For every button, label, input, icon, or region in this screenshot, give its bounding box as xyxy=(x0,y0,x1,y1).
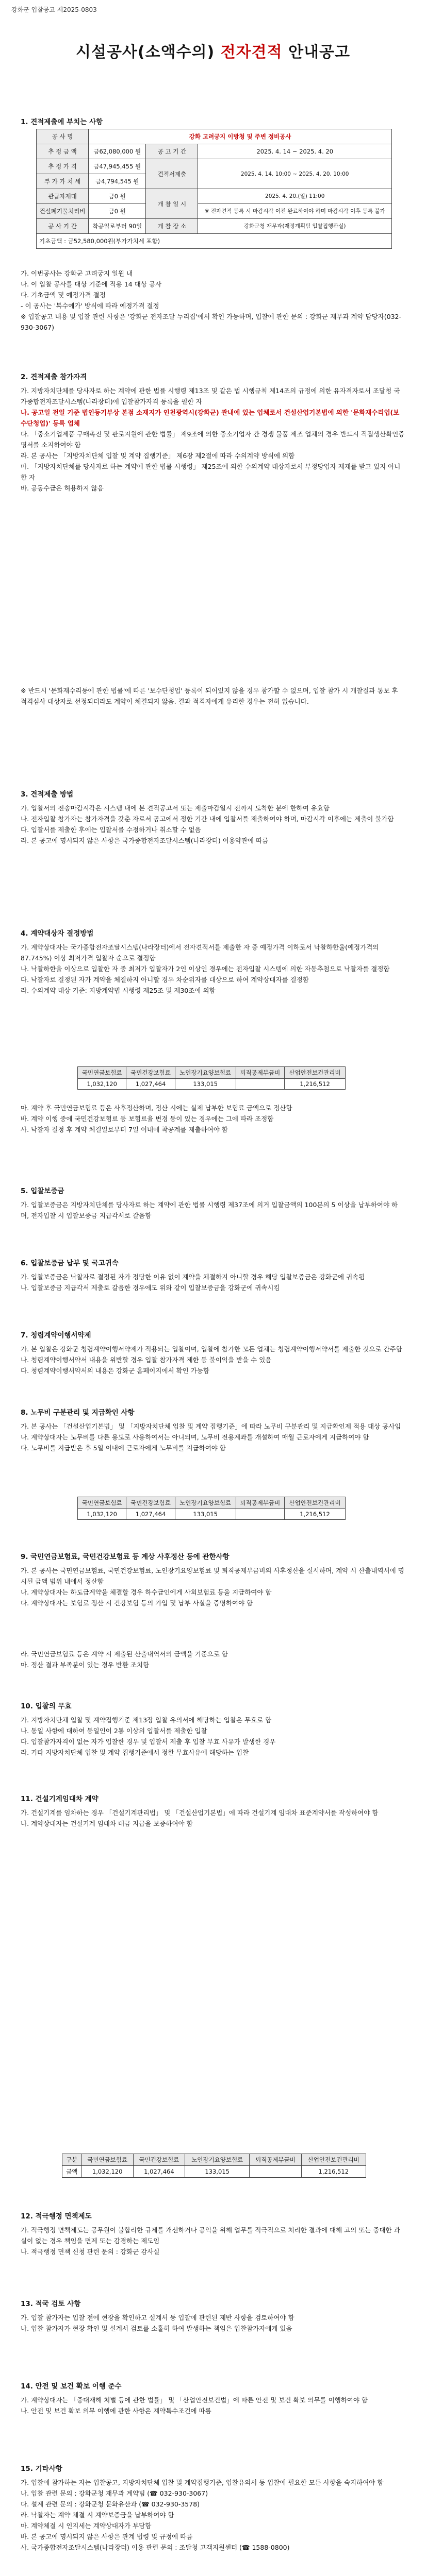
title-highlight: 전자견적 xyxy=(220,43,283,61)
insurance-table-1 xyxy=(77,1066,346,1090)
overview-label: 관급자재대 xyxy=(37,189,89,204)
section-6-body xyxy=(21,1272,405,1293)
list-item: 다. 기초금액 및 예정가격 결정 xyxy=(21,291,106,299)
section-8-body xyxy=(21,1421,405,1453)
list-item: 나. 입찰보증금 지급각서 제출로 갈음한 경우에도 위와 같이 입찰보증금을 강화군에 귀속시킴 xyxy=(21,1284,280,1292)
insurance-table-3 xyxy=(62,2154,366,2178)
table-cell: 1,032,120 xyxy=(78,1509,126,1520)
column-header: 노인장기요양보험료 xyxy=(175,1497,236,1509)
table-row xyxy=(37,189,392,204)
section-3-body xyxy=(21,803,405,846)
section-heading-7: 7. 청렴계약이행서약제 xyxy=(21,1331,91,1340)
list-item: 다. 입찰참가자격이 없는 자가 입찰한 경우 및 입찰서 제출 후 입찰 무효 사유가 발생한 경우 xyxy=(21,1738,276,1745)
table-row xyxy=(78,1067,346,1079)
list-item: 마. 정산 결과 부족분이 있는 경우 반환 조치함 xyxy=(21,1661,150,1669)
list-item: 라. 국민연금보험료 등은 계약 시 제출된 산출내역서의 금액을 기준으로 함 xyxy=(21,1650,228,1658)
list-item: 나. 전자입찰 참가자는 참가자격을 갖춘 자로서 공고에서 정한 기간 내에 입찰서를 제출하여야 하며, 마감시각 이후에는 제출이 불가함 xyxy=(21,815,394,823)
overview-label: 추 정 가 격 xyxy=(37,159,89,174)
section-heading-11: 11. 건설기계임대차 계약 xyxy=(21,1795,99,1803)
overview-label: 공 고 기 간 xyxy=(146,144,198,159)
list-item: 나. 계약상대자는 하도급계약을 체결할 경우 하수급인에게 사회보험료 등을 지급하여야 함 xyxy=(21,1588,272,1596)
list-item: 나. 안전 및 보건 확보 의무 이행에 관한 사항은 계약특수조건에 따름 xyxy=(21,2407,211,2415)
overview-value: 금0 원 xyxy=(89,189,146,204)
table-cell: 1,027,464 xyxy=(126,1509,175,1520)
table-row xyxy=(37,234,392,249)
overview-value: 금4,794,545 원 xyxy=(89,174,146,189)
column-header: 노인장기요양보험료 xyxy=(175,1067,236,1079)
column-header: 퇴직공제부금비 xyxy=(236,1497,284,1509)
page-title xyxy=(0,39,426,62)
section-heading-8: 8. 노무비 구분관리 및 지급확인 사항 xyxy=(21,1409,135,1417)
table-cell: 1,216,512 xyxy=(285,1509,346,1520)
column-header: 국민건강보험료 xyxy=(126,1067,175,1079)
list-item: - 이 공사는 '복수예가' 방식에 따라 예정가격 결정 xyxy=(21,302,159,310)
table-row xyxy=(78,1509,346,1520)
list-item: 라. 기타 지방자치단체 입찰 및 계약 집행기준에서 정한 무효사유에 해당하는 입찰 xyxy=(21,1749,249,1756)
section-13-body xyxy=(21,2312,405,2334)
table-cell: 1,032,120 xyxy=(78,1079,126,1090)
section-heading-4: 4. 계약대상자 결정방법 xyxy=(21,929,94,938)
table-row xyxy=(37,144,392,159)
section-heading-12: 12. 적극행정 면책제도 xyxy=(21,2212,92,2221)
overview-value: 금47,945,455 원 xyxy=(89,159,146,174)
list-item: 나. 낙찰하한율 이상으로 입찰한 자 중 최저가 입찰자가 2인 이상인 경우에는 전자입찰 시스템에 의한 자동추첨으로 낙찰자를 결정함 xyxy=(21,965,390,973)
list-item: 다. 설계 관련 문의 : 강화군청 문화유산과 (☎ 032-930-3578) xyxy=(21,2500,200,2508)
title-suffix: 안내공고 xyxy=(282,43,350,61)
table-row xyxy=(78,1497,346,1509)
notice-number: 강화군 입찰공고 제2025-0803 xyxy=(11,6,97,13)
table-cell: 133,015 xyxy=(175,1509,236,1520)
list-item: 바. 공동수급은 허용하지 않음 xyxy=(21,484,104,492)
column-header: 산업안전보건관리비 xyxy=(285,1067,346,1079)
list-item: 사. 국가종합전자조달시스템(나라장터) 이용 관련 문의 : 조달청 고객지원센터 (☎ 1588-0800) xyxy=(21,2544,290,2551)
list-item: 가. 이번공사는 강화군 고려궁지 일원 내 xyxy=(21,269,133,277)
table-cell xyxy=(236,1079,284,1090)
list-item: 가. 입찰보증금은 낙찰자로 결정된 자가 정당한 이유 없이 계약을 체결하지 아니할 경우 해당 입찰보증금은 강화군에 귀속됨 xyxy=(21,1273,365,1281)
section-heading-9: 9. 국민연금보험료, 국민건강보험료 등 계상 사후정산 등에 관한사항 xyxy=(21,1553,230,1561)
list-item: 가. 본 공사는 「건설산업기본법」 및 「지방자치단체 입찰 및 계약 집행기준」에 따라 노무비 구분관리 및 지급확인제 적용 대상 공사임 xyxy=(21,1422,401,1430)
overview-value: 착공일로부터 90일 xyxy=(89,219,146,234)
table-cell xyxy=(236,1509,284,1520)
overview-label: 개 찰 장 소 xyxy=(146,219,198,234)
list-item: 마. 계약체결 시 인지세는 계약상대자가 부담함 xyxy=(21,2522,152,2530)
column-header: 국민건강보험료 xyxy=(133,2154,185,2166)
list-item: 가. 입찰 참가자는 입찰 전에 현장을 확인하고 설계서 등 입찰에 관련된 제반 사항을 검토하여야 함 xyxy=(21,2314,294,2321)
section-4-body xyxy=(21,942,405,996)
section-7-body xyxy=(21,1344,405,1376)
list-item: 가. 본 공사는 국민연금보험료, 국민건강보험료, 노인장기요양보험료 및 퇴직공제부금비의 사후정산을 실시하며, 계약 시 산출내역서에 명시된 금액 범위 내에서 정산함 xyxy=(21,1567,404,1585)
list-item: 바. 계약 이행 중에 국민건강보험료 등 보험료율 변경 등이 있는 경우에는 그에 따라 조정함 xyxy=(21,1115,274,1123)
overview-value: 강화군청 재무과(재정계획팀 입찰집행관실) xyxy=(198,219,392,234)
list-item: 사. 낙찰자 결정 후 계약 체결일로부터 7일 이내에 착공계를 제출하여야 함 xyxy=(21,1126,228,1133)
overview-value: 2025. 4. 20.(일) 11:00 xyxy=(198,189,392,204)
overview-value: 금0 원 xyxy=(89,204,146,219)
table-row xyxy=(78,1079,346,1090)
list-item: 가. 계약상대자는 「중대재해 처벌 등에 관한 법률」 및 「산업안전보건법」에 따른 안전 및 보건 확보 의무를 이행하여야 함 xyxy=(21,2396,368,2404)
table-cell: 1,216,512 xyxy=(285,1079,346,1090)
column-header: 구분 xyxy=(62,2154,82,2166)
list-item: 마. 계약 후 국민연금보험료 등은 사후정산하며, 정산 시에는 실제 납부한 보험료 금액으로 정산함 xyxy=(21,1104,292,1112)
section-1-body xyxy=(21,268,405,333)
table-row xyxy=(37,219,392,234)
column-header: 국민연금보험료 xyxy=(81,2154,133,2166)
section-heading-1: 1. 견적제출에 부치는 사항 xyxy=(21,118,103,126)
list-item: 라. 수의계약 대상 기준: 지방계약법 시행령 제25조 및 제30조에 의함 xyxy=(21,987,216,994)
list-item: 가. 지방자치단체 입찰 및 계약집행기준 제13장 입찰 유의서에 해당하는 입찰은 무효로 함 xyxy=(21,1716,272,1724)
section-2-note xyxy=(21,685,405,707)
title-prefix: 시설공사(소액수의) xyxy=(75,43,221,61)
table-cell: 1,216,512 xyxy=(301,2166,366,2178)
overview-label: 공 사 명 xyxy=(37,129,89,144)
section-12-body xyxy=(21,2225,405,2257)
table-row xyxy=(62,2154,366,2166)
overview-label: 개 찰 일 시 xyxy=(146,189,198,219)
overview-label: 공 사 기 간 xyxy=(37,219,89,234)
list-item: 다. 입찰서를 제출한 후에는 입찰서를 수정하거나 취소할 수 없음 xyxy=(21,826,201,834)
section-heading-6: 6. 입찰보증금 납부 및 국고귀속 xyxy=(21,1259,119,1267)
overview-value: 2025. 4. 14. 10:00 ~ 2025. 4. 20. 10:00 xyxy=(198,159,392,189)
column-header: 퇴직공제부금비 xyxy=(250,2154,301,2166)
list-item: 나. 입찰 참가자가 현장 확인 및 설계서 검토를 소홀히 하여 발생하는 책임은 입찰참가자에게 있음 xyxy=(21,2325,292,2332)
section-heading-5: 5. 입찰보증금 xyxy=(21,1187,64,1195)
overview-table xyxy=(36,129,392,249)
list-item: 라. 낙찰자는 계약 체결 시 계약보증금을 납부하여야 함 xyxy=(21,2511,174,2519)
table-cell: 1,032,120 xyxy=(81,2166,133,2178)
overview-label: 건설폐기물처리비 xyxy=(37,204,89,219)
note-text: ※ 반드시 '문화재수리등에 관한 법률'에 따른 '보수단청업' 등록이 되어있지 않을 경우 참가할 수 없으며, 입찰 참가 시 개찰결과 통보 후 적격심사 대상자로 선정되더라도 계약이 체결되지 않음. 결과 적격자에게 유리한 경우는 전혀 없습니다. xyxy=(21,687,398,705)
section-heading-3: 3. 견적제출 방법 xyxy=(21,790,74,799)
list-item: 다. 계약상대자는 보험료 정산 시 건강보험 등의 가입 및 납부 사실을 증명하여야 함 xyxy=(21,1599,253,1607)
column-header: 국민건강보험료 xyxy=(126,1497,175,1509)
overview-note: 기초금액 : 금52,580,000원(부가가치세 포함) xyxy=(37,234,392,249)
section-5-body xyxy=(21,1199,405,1221)
list-item: 다. 낙찰자로 결정된 자가 계약을 체결하지 아니할 경우 차순위자를 대상으로 하여 계약상대자를 결정함 xyxy=(21,976,309,984)
list-item: 가. 적극행정 면책제도는 공무원이 불합리한 규제를 개선하거나 공익을 위해 업무를 적극적으로 처리한 결과에 대해 고의 또는 중대한 과실이 없는 경우 책임을 면제 또는 감경하는 제도임 xyxy=(21,2226,400,2245)
list-item: 나. 동일 사항에 대하여 동일인이 2통 이상의 입찰서를 제출한 입찰 xyxy=(21,1727,207,1735)
list-item: 라. 본 공사는 「지방자치단체 입찰 및 계약 집행기준」 제6장 제2절에 따라 수의계약 방식에 의함 xyxy=(21,452,295,460)
list-item: 나. 계약상대자는 건설기계 임대차 대금 지급을 보증하여야 함 xyxy=(21,1820,193,1827)
section-heading-14: 14. 안전 및 보건 확보 이행 준수 xyxy=(21,2382,122,2391)
list-item: ※ 입찰공고 내용 및 입찰 관련 사항은 '강화군 전자조달 누리집'에서 확인 가능하며, 입찰에 관한 문의 : 강화군 재무과 계약 담당자(032-930-3067) xyxy=(21,313,402,331)
list-item: 가. 본 입찰은 강화군 청렴계약이행서약제가 적용되는 입찰이며, 입찰에 참가한 모든 업체는 청렴계약이행서약서를 제출한 것으로 간주함 xyxy=(21,1345,402,1353)
list-item: 가. 건설기계를 임차하는 경우 「건설기계관리법」 및 「건설산업기본법」에 따라 건설기계 임대차 표준계약서를 작성하여야 함 xyxy=(21,1809,379,1817)
list-item: 마. 「지방자치단체를 당사자로 하는 계약에 관한 법률 시행령」 제25조에 의한 수의계약 대상자로서 부정당업자 제재를 받고 있지 아니한 자 xyxy=(21,463,401,481)
list-item: 가. 입찰보증금은 지방자치단체를 당사자로 하는 계약에 관한 법률 시행령 제37조에 의거 입찰금액의 100분의 5 이상을 납부하여야 하며, 전자입찰 시 입찰보증금 지급각서로 갈음함 xyxy=(21,1201,398,1219)
list-item: 다. 노무비를 지급받은 후 5일 이내에 근로자에게 노무비를 지급하여야 함 xyxy=(21,1444,226,1452)
section-heading-13: 13. 적국 검토 사항 xyxy=(21,2300,81,2308)
list-item: 가. 지방자치단체를 당사자로 하는 계약에 관한 법률 시행령 제13조 및 같은 법 시행규칙 제14조의 규정에 의한 유자격자로서 조달청 국가종합전자조달시스템(나라장터)에 입찰참가자격 등록을 필한 자 xyxy=(21,387,400,405)
section-11-body xyxy=(21,1807,405,1829)
column-header: 퇴직공제부금비 xyxy=(236,1067,284,1079)
section-heading-15: 15. 기타사항 xyxy=(21,2465,62,2473)
section-2-body xyxy=(21,385,405,494)
table-cell: 1,027,464 xyxy=(133,2166,185,2178)
section-9-body-b xyxy=(21,1649,405,1670)
overview-label: 추 정 금 액 xyxy=(37,144,89,159)
list-item: 나. 계약상대자는 노무비를 다른 용도로 사용하여서는 아니되며, 노무비 전용계좌를 개설하여 매월 근로자에게 지급하여야 함 xyxy=(21,1433,369,1441)
overview-label: 견적서제출 xyxy=(146,159,198,189)
overview-value: 2025. 4. 14 ~ 2025. 4. 20 xyxy=(198,144,392,159)
list-item: 가. 입찰서의 전송마감시각은 시스템 내에 본 견적공고서 또는 제출마감일시 전까지 도착한 분에 한하여 유효함 xyxy=(21,804,330,812)
column-header: 산업안전보건관리비 xyxy=(301,2154,366,2166)
list-item: 나. 청렴계약이행서약서 내용을 위반할 경우 입찰 참가자격 제한 등 불이익을 받을 수 있음 xyxy=(21,1356,272,1364)
table-cell: 133,015 xyxy=(175,1079,236,1090)
list-item: 나. 입찰 관련 문의 : 강화군청 재무과 계약팀 (☎ 032-930-3067) xyxy=(21,2489,208,2497)
list-item: 나. 적극행정 면책 신청 관련 문의 : 강화군 감사실 xyxy=(21,2248,160,2256)
column-header: 노인장기요양보험료 xyxy=(185,2154,250,2166)
overview-label: 부 가 가 치 세 xyxy=(37,174,89,189)
column-header: 국민연금보험료 xyxy=(78,1067,126,1079)
overview-value: 금62,080,000 원 xyxy=(89,144,146,159)
table-row xyxy=(37,159,392,174)
section-15-body xyxy=(21,2477,405,2553)
section-4-body-b xyxy=(21,1103,405,1135)
insurance-table-2 xyxy=(77,1497,346,1520)
section-14-body xyxy=(21,2395,405,2416)
list-item: 다. 「중소기업제품 구매촉진 및 판로지원에 관한 법률」 제9조에 의한 중소기업자 간 경쟁 물품 제조 업체의 경우 반드시 직접생산확인증명서를 소지하여야 함 xyxy=(21,430,405,449)
overview-value: ※ 전자견적 등록 시 마감시각 이전 완료하여야 하며 마감시각 이후 등록 불가 xyxy=(198,204,392,219)
list-item: 라. 본 공고에 명시되지 않은 사항은 국가종합전자조달시스템(나라장터) 이용약관에 따름 xyxy=(21,837,269,844)
table-cell: 1,027,464 xyxy=(126,1079,175,1090)
section-10-body xyxy=(21,1715,405,1758)
table-cell: 금액 xyxy=(62,2166,82,2178)
overview-value: 강화 고려궁지 이방청 및 주변 정비공사 xyxy=(89,129,392,144)
table-cell xyxy=(250,2166,301,2178)
section-9-body xyxy=(21,1565,405,1608)
table-cell: 133,015 xyxy=(185,2166,250,2178)
section-heading-2: 2. 견적제출 참가자격 xyxy=(21,373,87,381)
list-item: 다. 청렴계약이행서약서의 내용은 강화군 홈페이지에서 확인 가능함 xyxy=(21,1367,209,1375)
column-header: 산업안전보건관리비 xyxy=(285,1497,346,1509)
table-row xyxy=(37,204,392,219)
table-row xyxy=(62,2166,366,2178)
list-item: 나. 이 입찰 공사를 대상 기준에 적용 14 대상 공사 xyxy=(21,280,161,288)
list-item: 나. 공고일 전일 기준 법인등기부상 본점 소재지가 인천광역시(강화군) 관내에 있는 업체로서 건설산업기본법에 의한 '문화재수리업(보수단청업)' 등록 업체 xyxy=(21,409,400,427)
list-item: 바. 본 공고에 명시되지 않은 사항은 관계 법령 및 규정에 따름 xyxy=(21,2533,193,2540)
list-item: 가. 계약상대자는 국가종합전자조달시스템(나라장터)에서 전자견적서를 제출한 자 중 예정가격 이하로서 낙찰하한율(예정가격의 87.745%) 이상 최저가격 입찰자 순으로 결정함 xyxy=(21,943,379,962)
table-row xyxy=(37,129,392,144)
column-header: 국민연금보험료 xyxy=(78,1497,126,1509)
list-item: 가. 입찰에 참가하는 자는 입찰공고, 지방자치단체 입찰 및 계약집행기준, 입찰유의서 등 입찰에 필요한 모든 사항을 숙지하여야 함 xyxy=(21,2479,384,2486)
section-heading-10: 10. 입찰의 무효 xyxy=(21,1702,72,1710)
